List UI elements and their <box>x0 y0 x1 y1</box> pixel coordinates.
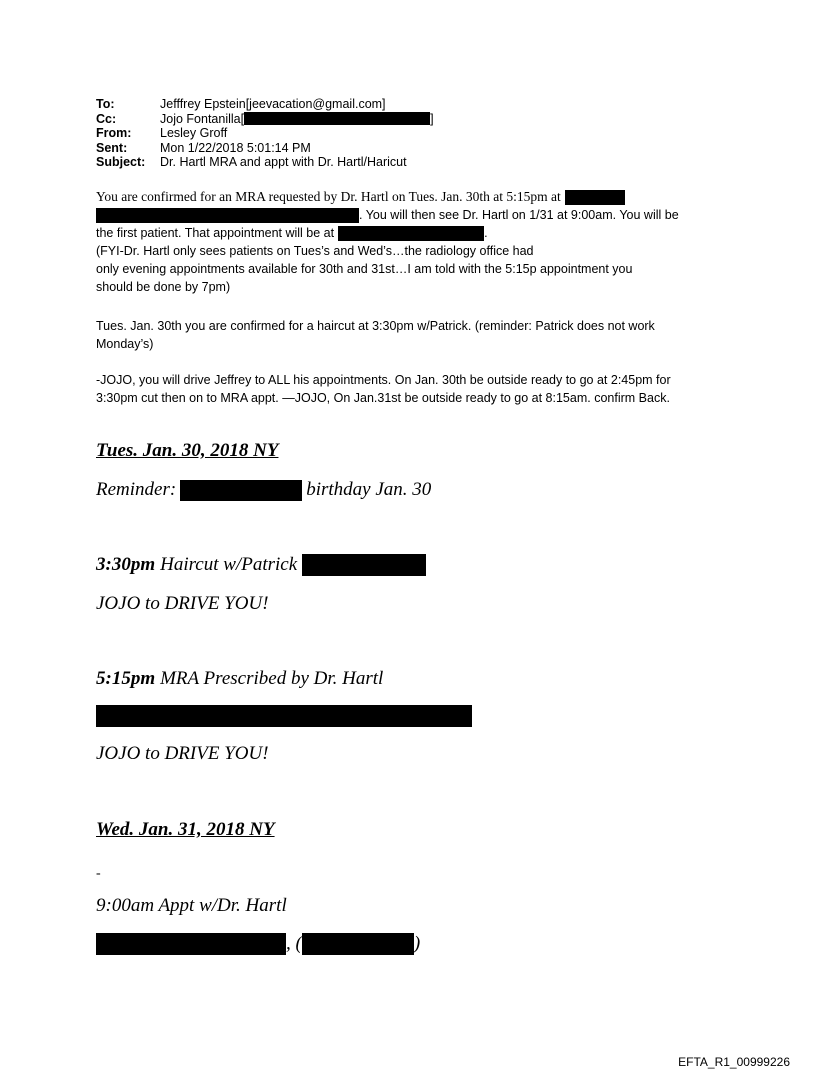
body-line <box>96 206 736 224</box>
redaction-box <box>565 190 625 205</box>
redaction-box <box>180 480 302 501</box>
cc-close: ] <box>430 111 434 126</box>
body-line <box>96 224 736 242</box>
from-label: From: <box>96 126 132 140</box>
body-line <box>96 188 736 206</box>
date-heading <box>96 818 275 842</box>
body-line: should be done by 7pm) <box>96 280 231 294</box>
subject-value: Dr. Hartl MRA and appt with Dr. Hartl/Haricut <box>160 155 407 169</box>
drive-line: JOJO to DRIVE YOU! <box>96 743 269 764</box>
reminder-label: Reminder: <box>96 479 177 500</box>
address-line <box>96 932 420 956</box>
sent-value: Mon 1/22/2018 5:01:14 PM <box>160 140 311 155</box>
reminder-line <box>96 478 431 502</box>
body-line: 3:30pm cut then on to MRA appt. —JOJO, On Jan.31st be outside ready to go at 8:15am. confirm Back. <box>96 391 670 405</box>
body-text: You are confirmed for an MRA requested by Dr. Hartl on Tues. Jan. 30th at 5:15pm at <box>96 189 561 204</box>
body-text: . <box>484 226 488 240</box>
mra-time: 5:15pm <box>96 668 156 689</box>
to-label: To: <box>96 97 115 111</box>
sent-label: Sent: <box>96 140 128 155</box>
from-row <box>96 126 434 141</box>
date-heading-text: Tues. Jan. 30, 2018 NY <box>96 440 279 461</box>
cc-label: Cc: <box>96 111 117 126</box>
haircut-text: Haircut w/Patrick <box>160 554 298 575</box>
body-line: Monday’s) <box>96 337 154 351</box>
subject-row <box>96 155 434 170</box>
redaction-box <box>302 554 426 576</box>
redaction-box <box>244 112 430 125</box>
mra-line <box>96 667 383 691</box>
subject-label: Subject: <box>96 155 146 169</box>
drive-line: JOJO to DRIVE YOU! <box>96 593 269 614</box>
paragraph-2 <box>96 317 736 353</box>
redaction-box <box>302 933 414 955</box>
date-heading-text: Wed. Jan. 31, 2018 NY <box>96 819 275 840</box>
email-header <box>96 97 434 170</box>
body-text: the first patient. That appointment will be at <box>96 226 335 240</box>
cc-value <box>160 112 434 127</box>
reminder-text: birthday Jan. 30 <box>306 479 432 500</box>
date-heading <box>96 439 278 463</box>
body-line: (FYI-Dr. Hartl only sees patients on Tues’s and Wed’s…the radiology office had <box>96 244 534 258</box>
sent-row <box>96 141 434 156</box>
document-id: EFTA_R1_00999226 <box>678 1055 790 1069</box>
paragraph-1 <box>96 188 736 296</box>
paragraph-3 <box>96 371 736 407</box>
body-line: Tues. Jan. 30th you are confirmed for a haircut at 3:30pm w/Patrick. (reminder: Patrick does not work <box>96 319 655 333</box>
to-row <box>96 97 434 112</box>
redaction-box <box>96 933 286 955</box>
redaction-box <box>338 226 484 241</box>
cc-name: Jojo Fontanilla[ <box>160 111 245 126</box>
appointment-line: 9:00am Appt w/Dr. Hartl <box>96 895 287 916</box>
mra-text: MRA Prescribed by Dr. Hartl <box>160 668 384 689</box>
address-close: ) <box>413 933 421 954</box>
body-text: . You will then see Dr. Hartl on 1/31 at 9:00am. You will be <box>359 208 679 222</box>
body-line: -JOJO, you will drive Jeffrey to ALL his appointments. On Jan. 30th be outside ready to go at 2:45pm for <box>96 373 671 387</box>
haircut-time: 3:30pm <box>96 554 156 575</box>
dash-line: - <box>96 866 101 881</box>
redaction-box <box>96 208 359 223</box>
cc-row <box>96 112 434 127</box>
from-value: Lesley Groff <box>160 126 228 140</box>
address-separator: , ( <box>286 933 302 954</box>
haircut-line <box>96 553 426 577</box>
to-value: Jefffrey Epstein[jeevacation@gmail.com] <box>160 97 386 111</box>
body-line: only evening appointments available for 30th and 31st…I am told with the 5:15p appointment you <box>96 262 633 276</box>
redaction-box <box>96 705 472 727</box>
